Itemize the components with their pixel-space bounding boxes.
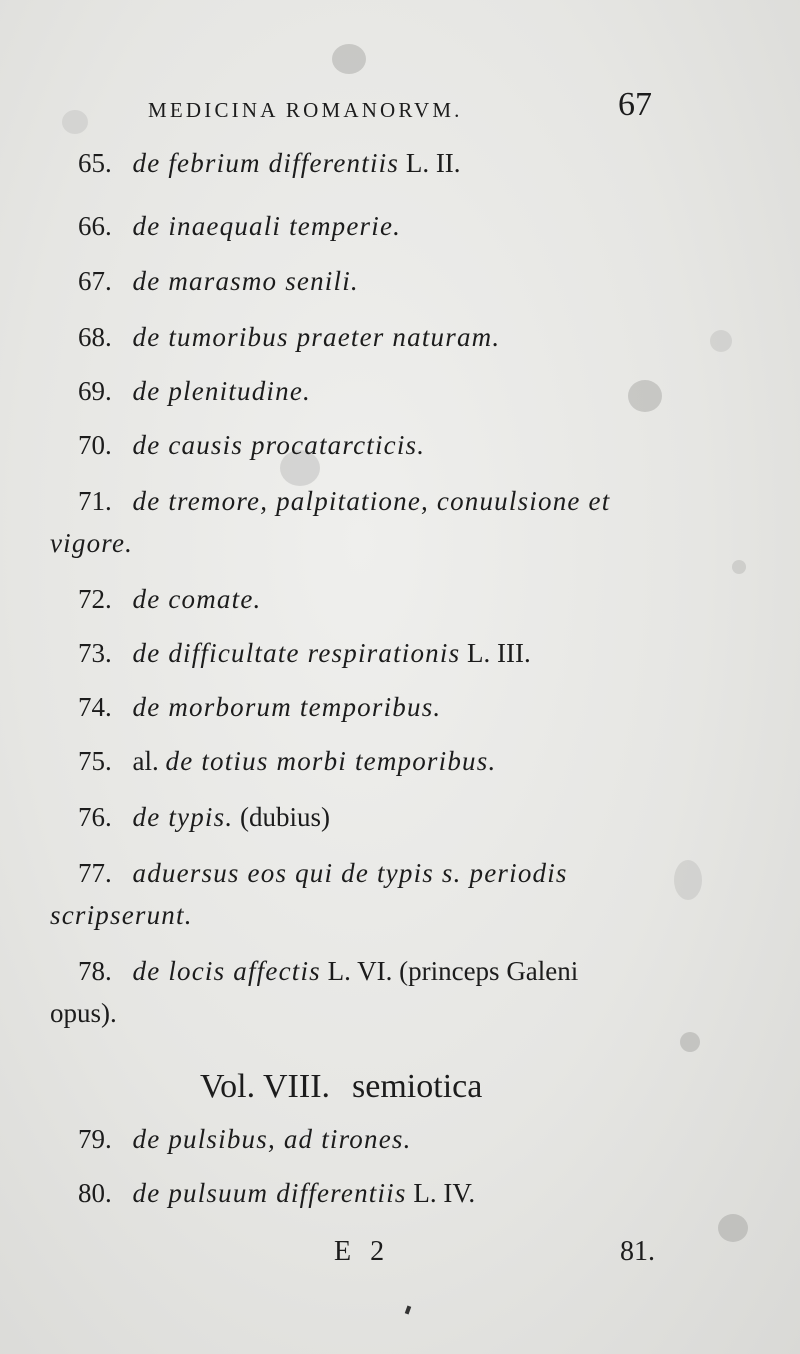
entry-number: 66. xyxy=(78,211,112,241)
entry-suffix: L. III. xyxy=(467,638,531,668)
entry-title: de pulsibus, ad tirones. xyxy=(132,1124,412,1154)
list-item xyxy=(78,638,678,669)
entry-title: de inaequali temperie. xyxy=(132,211,402,241)
entry-title: de tremore, palpitatione, conuulsione et xyxy=(132,486,611,516)
entry-number: 72. xyxy=(78,584,112,614)
entry-continuation xyxy=(50,900,193,931)
entry-continuation-text: vigore. xyxy=(50,528,134,558)
entry-title: de marasmo senili. xyxy=(132,266,359,296)
foxing-spot xyxy=(710,330,732,352)
foxing-spot xyxy=(718,1214,748,1242)
entry-number: 80. xyxy=(78,1178,112,1208)
entry-title: de morborum temporibus. xyxy=(132,692,442,722)
entry-suffix: L. VI. (princeps Galeni xyxy=(327,956,579,986)
list-item xyxy=(78,956,678,987)
list-item xyxy=(78,1178,678,1209)
list-item xyxy=(78,858,678,889)
catchword: 81. xyxy=(620,1236,655,1267)
running-title: MEDICINA ROMANORVM. xyxy=(148,98,463,122)
list-item xyxy=(78,322,678,353)
entry-number: 67. xyxy=(78,266,112,296)
section-heading xyxy=(200,1068,482,1106)
list-item xyxy=(78,746,678,777)
entry-number: 76. xyxy=(78,802,112,832)
foxing-spot xyxy=(332,44,366,74)
entry-number: 71. xyxy=(78,486,112,516)
page-number: 67 xyxy=(618,86,652,123)
signature-mark: E 2 xyxy=(334,1236,391,1267)
running-head xyxy=(148,86,688,128)
list-item xyxy=(78,266,678,297)
entry-number: 75. xyxy=(78,746,112,776)
entry-continuation xyxy=(50,998,117,1029)
entry-number: 74. xyxy=(78,692,112,722)
entry-suffix: L. II. xyxy=(405,148,461,178)
section-subject: semiotica xyxy=(352,1068,483,1105)
entry-title: de totius morbi temporibus. xyxy=(165,746,497,776)
list-item xyxy=(78,802,678,833)
entry-continuation xyxy=(50,528,133,559)
entry-number: 65. xyxy=(78,148,112,178)
entry-number: 70. xyxy=(78,430,112,460)
entry-continuation-text: opus). xyxy=(50,998,117,1028)
entry-title: de pulsuum differentiis xyxy=(132,1178,407,1208)
foxing-spot xyxy=(732,560,746,574)
entry-title: de locis affectis xyxy=(132,956,321,986)
entry-suffix: (dubius) xyxy=(240,802,331,832)
list-item xyxy=(78,376,678,407)
entry-number: 68. xyxy=(78,322,112,352)
entry-number: 79. xyxy=(78,1124,112,1154)
ink-mark xyxy=(405,1306,411,1315)
list-item xyxy=(78,486,678,517)
entry-title: de febrium differentiis xyxy=(132,148,400,178)
entry-title: aduersus eos qui de typis s. periodis xyxy=(132,858,568,888)
entry-number: 73. xyxy=(78,638,112,668)
entry-number: 69. xyxy=(78,376,112,406)
entry-title: de plenitudine. xyxy=(132,376,311,406)
entry-number: 77. xyxy=(78,858,112,888)
entry-prefix: al. xyxy=(132,746,159,776)
list-item xyxy=(78,1124,678,1155)
list-item xyxy=(78,584,678,615)
foxing-spot xyxy=(674,860,702,900)
entry-title: de comate. xyxy=(132,584,262,614)
list-item xyxy=(78,211,678,242)
entry-continuation-text: scripserunt. xyxy=(50,900,193,930)
foxing-spot xyxy=(62,110,88,134)
entry-title: de typis. xyxy=(132,802,234,832)
entry-title: de tumoribus praeter naturam. xyxy=(132,322,501,352)
volume-label: Vol. VIII. xyxy=(200,1068,331,1105)
entry-number: 78. xyxy=(78,956,112,986)
entry-title: de causis procatarcticis. xyxy=(132,430,426,460)
foxing-spot xyxy=(680,1032,700,1052)
entry-suffix: L. IV. xyxy=(413,1178,476,1208)
list-item xyxy=(78,148,678,179)
list-item xyxy=(78,692,678,723)
entry-title: de difficultate respirationis xyxy=(132,638,461,668)
list-item xyxy=(78,430,678,461)
